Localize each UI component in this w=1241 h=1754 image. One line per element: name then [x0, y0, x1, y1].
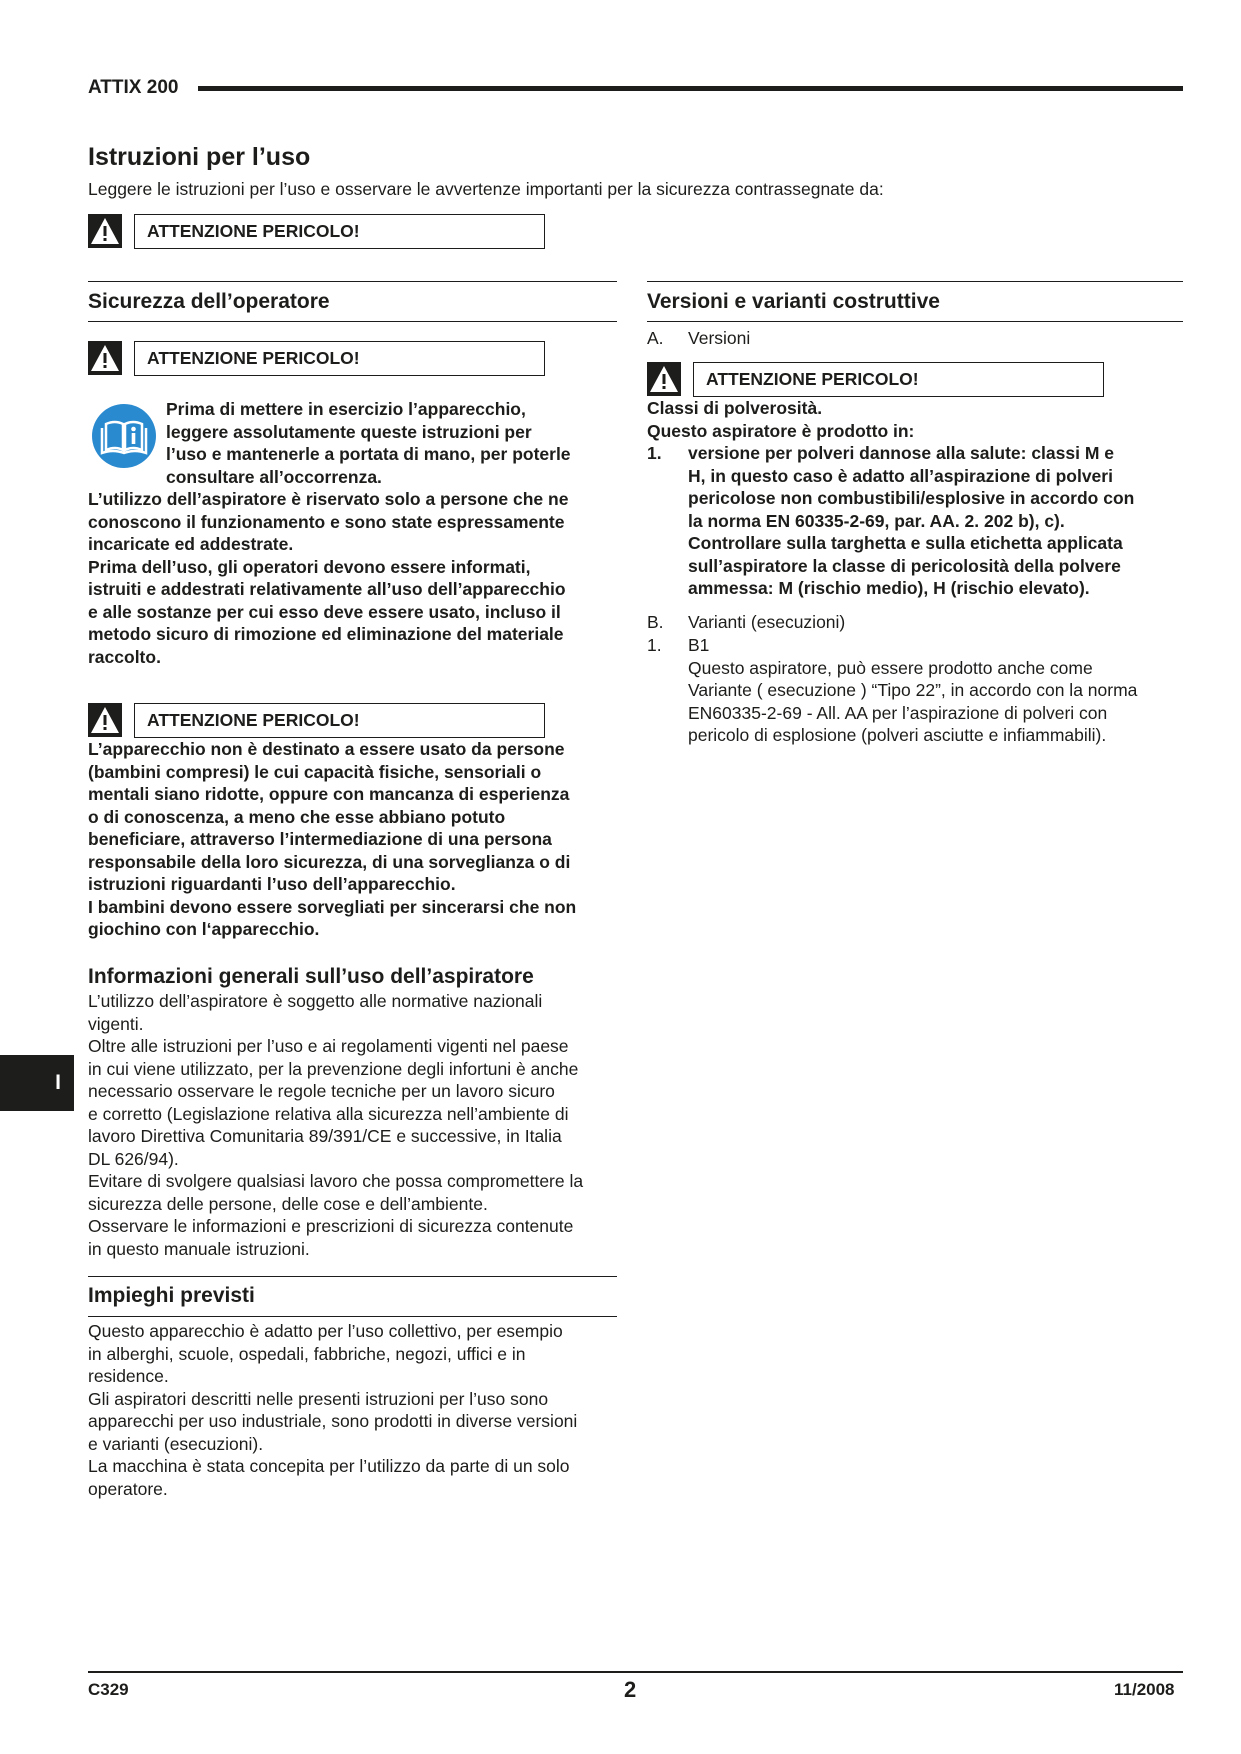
- text-line: Questo apparecchio è adatto per l’uso collettivo, per esempio: [88, 1321, 563, 1341]
- warning-label: ATTENZIONE PERICOLO!: [693, 362, 1104, 397]
- text-line: consultare all’occorrenza.: [166, 466, 382, 487]
- list-item-b: [647, 611, 1183, 634]
- text-line: La macchina è stata concepita per l’utilizzo da parte di un solo: [88, 1456, 570, 1476]
- text-line: sicurezza delle persone, delle cose e dell’ambiente.: [88, 1193, 488, 1214]
- text-line: istruzioni riguardanti l’uso dell’apparecchio.: [88, 874, 456, 894]
- text-line: incaricate ed addestrate.: [88, 534, 294, 554]
- text-line: in questo manuale istruzioni.: [88, 1238, 310, 1259]
- section-title-general-info: Informazioni generali sull’uso dell’aspiratore: [88, 965, 534, 988]
- header-rule: [198, 86, 1183, 91]
- text-line: la norma EN 60335-2-69, par. AA. 2. 202 b), c).: [688, 510, 1065, 531]
- text-line: DL 626/94).: [88, 1148, 179, 1169]
- list-item-1: [647, 442, 1183, 602]
- text-line: Variante ( esecuzione ) “Tipo 22”, in accordo con la norma: [688, 680, 1138, 700]
- warning-triangle-icon: [647, 362, 681, 396]
- text-line: Gli aspiratori descritti nelle presenti istruzioni per l’uso sono: [88, 1388, 549, 1409]
- text-line: e corretto (Legislazione relativa alla sicurezza nell’ambiente di: [88, 1103, 569, 1124]
- text-line: Prima di mettere in esercizio l’apparecchio,: [166, 399, 526, 419]
- section-rule: [88, 321, 617, 322]
- text-line: ammessa: M (rischio medio), H (rischio elevato).: [688, 578, 1090, 598]
- intended-use-body: [88, 1320, 623, 1500]
- text-line: pericolo di esplosione (polveri asciutte e infiammabili).: [688, 725, 1107, 745]
- text-line: mentali siano ridotte, oppure con mancanza di esperienza: [88, 784, 570, 804]
- list-number: 1.: [647, 635, 662, 655]
- text-line: in alberghi, scuole, ospedali, fabbriche, negozi, uffici e in: [88, 1343, 526, 1364]
- text-line: leggere assolutamente queste istruzioni per: [166, 421, 532, 442]
- text-line: raccolto.: [88, 646, 161, 667]
- text-line: responsabile della loro sicurezza, di una sorveglianza o di: [88, 851, 571, 872]
- text-line: Questo aspiratore è prodotto in:: [647, 420, 915, 441]
- text-line: Evitare di svolgere qualsiasi lavoro che possa compromettere la: [88, 1171, 584, 1191]
- warning-callout: [647, 362, 1147, 398]
- text-line: L’utilizzo dell’aspiratore è soggetto alle normative nazionali: [88, 991, 543, 1011]
- text-line: residence.: [88, 1366, 169, 1386]
- general-info-body: [88, 990, 623, 1260]
- list-item-b1: [647, 634, 1183, 754]
- list-label: Versioni: [688, 328, 751, 348]
- text-line: (bambini compresi) le cui capacità fisiche, sensoriali o: [88, 761, 542, 782]
- list-letter: A.: [647, 328, 664, 348]
- text-line: versione per polveri dannose alla salute: classi M e: [688, 443, 1115, 463]
- warning-callout: [88, 214, 588, 250]
- text-line: o di conoscenza, a meno che esse abbiano potuto: [88, 806, 506, 827]
- footer-date: 11/2008: [1114, 1680, 1175, 1699]
- text-line: apparecchi per uso industriale, sono prodotti in diverse versioni: [88, 1411, 578, 1431]
- operator-safety-body: [88, 488, 618, 668]
- text-line: sull’aspiratore la classe di pericolosità della polvere: [688, 555, 1121, 576]
- text-line: Oltre alle istruzioni per l’uso e ai regolamenti vigenti nel paese: [88, 1036, 569, 1056]
- text-line: Prima dell’uso, gli operatori devono essere informati,: [88, 556, 531, 577]
- intro-text: Leggere le istruzioni per l’uso e osservare le avvertenze importanti per la sicurezza contrassegnate da:: [88, 179, 884, 199]
- text-line: beneficiare, attraverso l’intermediazione di una persona: [88, 829, 552, 849]
- text-line: e varianti (esecuzioni).: [88, 1433, 264, 1454]
- text-line: Controllare sulla targhetta e sulla etichetta applicata: [688, 533, 1123, 553]
- text-line: e alle sostanze per cui esso deve essere usato, incluso il: [88, 601, 561, 622]
- text-line: L’utilizzo dell’aspiratore è riservato solo a persone che ne: [88, 489, 569, 509]
- text-line: L’apparecchio non è destinato a essere usato da persone: [88, 739, 565, 759]
- list-number: 1.: [647, 443, 662, 463]
- text-line: in cui viene utilizzato, per la prevenzione degli infortuni è anche: [88, 1058, 579, 1079]
- list-label: Varianti (esecuzioni): [688, 612, 846, 632]
- section-title-versions: Versioni e varianti costruttive: [647, 290, 940, 313]
- warning-triangle-icon: [88, 214, 122, 248]
- list-text: [688, 634, 1183, 747]
- read-manual-icon: [92, 404, 156, 468]
- text-line: l’uso e mantenerle a portata di mano, per poterle: [166, 444, 571, 464]
- section-rule: [88, 1276, 617, 1277]
- list-letter: B.: [647, 612, 664, 632]
- text-line: lavoro Direttiva Comunitaria 89/391/CE e successive, in Italia: [88, 1126, 562, 1146]
- section-title-intended-use: Impieghi previsti: [88, 1284, 255, 1307]
- warning-triangle-icon: [88, 703, 122, 737]
- text-line: Osservare le informazioni e prescrizioni di sicurezza contenute: [88, 1216, 574, 1236]
- read-manual-text: [166, 398, 606, 488]
- section-rule: [88, 281, 617, 282]
- section-rule: [647, 281, 1183, 282]
- text-line: giochino con l‘apparecchio.: [88, 919, 320, 939]
- warning-callout: [88, 703, 588, 739]
- text-line: Questo aspiratore, può essere prodotto anche come: [688, 657, 1093, 678]
- text-line: B1: [688, 635, 710, 655]
- text-line: Classi di polverosità.: [647, 398, 823, 418]
- section-rule: [88, 1316, 617, 1317]
- page-title: Istruzioni per l’uso: [88, 143, 311, 171]
- warning-label: ATTENZIONE PERICOLO!: [134, 703, 545, 738]
- text-line: istruiti e addestrati relativamente all’uso dell’apparecchio: [88, 579, 566, 599]
- text-line: EN60335-2-69 - All. AA per l’aspirazione di polveri con: [688, 702, 1108, 723]
- section-rule: [647, 321, 1183, 322]
- warning-callout: [88, 341, 588, 377]
- language-tab: I: [0, 1055, 74, 1111]
- list-text: [688, 442, 1183, 600]
- text-line: operatore.: [88, 1478, 168, 1499]
- text-line: pericolose non combustibili/esplosive in accordo con: [688, 488, 1135, 508]
- text-line: vigenti.: [88, 1013, 144, 1034]
- footer-rule: [88, 1671, 1183, 1673]
- children-warning-body: [88, 738, 618, 941]
- text-line: metodo sicuro di rimozione ed eliminazione del materiale: [88, 624, 564, 644]
- warning-label: ATTENZIONE PERICOLO!: [134, 214, 545, 249]
- warning-label: ATTENZIONE PERICOLO!: [134, 341, 545, 376]
- page-number: 2: [624, 1677, 637, 1702]
- text-line: necessario osservare le regole tecniche per un lavoro sicuro: [88, 1081, 555, 1101]
- text-line: conoscono il funzionamento e sono state espressamente: [88, 511, 565, 532]
- list-item-a: [647, 327, 1183, 350]
- footer-code: C329: [88, 1680, 129, 1699]
- text-line: I bambini devono essere sorvegliati per sincerarsi che non: [88, 896, 577, 917]
- section-title-operator-safety: Sicurezza dell’operatore: [88, 290, 330, 313]
- header-title: ATTIX 200: [88, 77, 179, 98]
- dust-class-heading: [647, 397, 1183, 442]
- text-line: H, in questo caso è adatto all’aspirazione di polveri: [688, 465, 1113, 486]
- warning-triangle-icon: [88, 341, 122, 375]
